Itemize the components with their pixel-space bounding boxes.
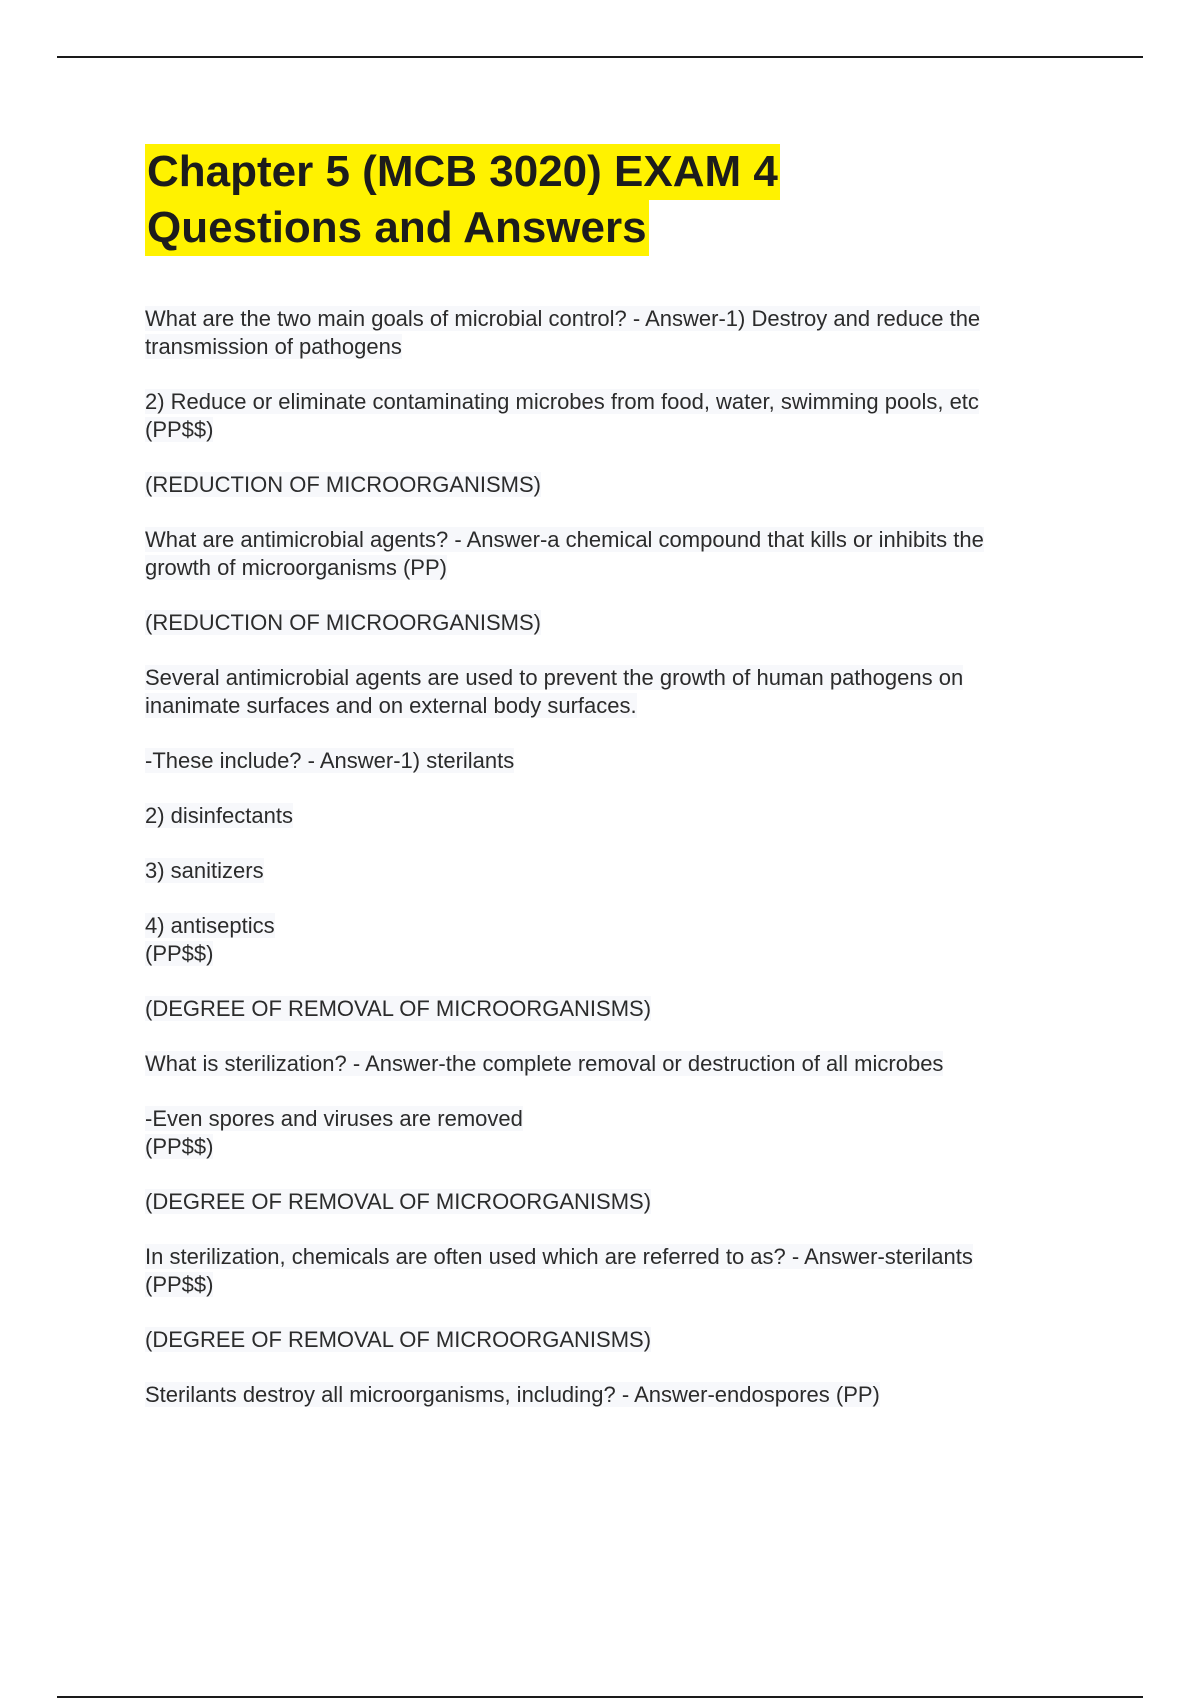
paragraph-line: (REDUCTION OF MICROORGANISMS) xyxy=(145,472,541,497)
paragraph-line: (PP$$) xyxy=(145,417,214,442)
qa-paragraph xyxy=(145,995,1085,1023)
qa-paragraph xyxy=(145,471,1085,499)
qa-paragraph xyxy=(145,912,1085,968)
paragraph-line: growth of microorganisms (PP) xyxy=(145,555,447,580)
qa-paragraph xyxy=(145,1243,1085,1299)
bottom-rule xyxy=(57,1696,1143,1698)
qa-paragraph xyxy=(145,802,1085,830)
title-line: Chapter 5 (MCB 3020) EXAM 4 xyxy=(145,144,780,200)
paragraph-line: -These include? - Answer-1) sterilants xyxy=(145,748,515,773)
qa-paragraph xyxy=(145,388,1085,444)
document-title xyxy=(145,144,780,256)
paragraph-line: Sterilants destroy all microorganisms, including? - Answer-endospores (PP) xyxy=(145,1382,880,1407)
qa-paragraph xyxy=(145,1381,1085,1409)
qa-paragraph xyxy=(145,609,1085,637)
qa-paragraph xyxy=(145,1326,1085,1354)
qa-paragraph xyxy=(145,664,1085,720)
title-line: Questions and Answers xyxy=(145,200,649,256)
paragraph-line: (PP$$) xyxy=(145,1134,214,1159)
paragraph-line: inanimate surfaces and on external body surfaces. xyxy=(145,693,637,718)
paragraph-line: (DEGREE OF REMOVAL OF MICROORGANISMS) xyxy=(145,1189,652,1214)
paragraph-line: transmission of pathogens xyxy=(145,334,402,359)
paragraph-line: (PP$$) xyxy=(145,941,214,966)
qa-paragraph xyxy=(145,305,1085,361)
paragraph-line: What is sterilization? - Answer-the complete removal or destruction of all microbes xyxy=(145,1051,944,1076)
paragraph-line: 4) antiseptics xyxy=(145,913,275,938)
paragraph-line: What are the two main goals of microbial control? - Answer-1) Destroy and reduce the xyxy=(145,306,981,331)
qa-paragraph xyxy=(145,747,1085,775)
paragraph-line: What are antimicrobial agents? - Answer-a chemical compound that kills or inhibits the xyxy=(145,527,984,552)
paragraph-line: (PP$$) xyxy=(145,1272,214,1297)
qa-paragraph xyxy=(145,1050,1085,1078)
paragraph-line: 3) sanitizers xyxy=(145,858,264,883)
qa-paragraph xyxy=(145,1188,1085,1216)
paragraph-line: In sterilization, chemicals are often used which are referred to as? - Answer-sterilants xyxy=(145,1244,973,1269)
qa-paragraph xyxy=(145,526,1085,582)
paragraph-line: 2) Reduce or eliminate contaminating microbes from food, water, swimming pools, etc xyxy=(145,389,979,414)
paragraph-line: Several antimicrobial agents are used to prevent the growth of human pathogens on xyxy=(145,665,964,690)
qa-paragraph xyxy=(145,857,1085,885)
qa-paragraph xyxy=(145,1105,1085,1161)
paragraph-line: (DEGREE OF REMOVAL OF MICROORGANISMS) xyxy=(145,1327,652,1352)
paragraph-line: (REDUCTION OF MICROORGANISMS) xyxy=(145,610,541,635)
top-rule xyxy=(57,56,1143,58)
paragraph-line: -Even spores and viruses are removed xyxy=(145,1106,523,1131)
paragraph-line: (DEGREE OF REMOVAL OF MICROORGANISMS) xyxy=(145,996,652,1021)
paragraph-line: 2) disinfectants xyxy=(145,803,293,828)
document-body xyxy=(145,305,1085,1436)
